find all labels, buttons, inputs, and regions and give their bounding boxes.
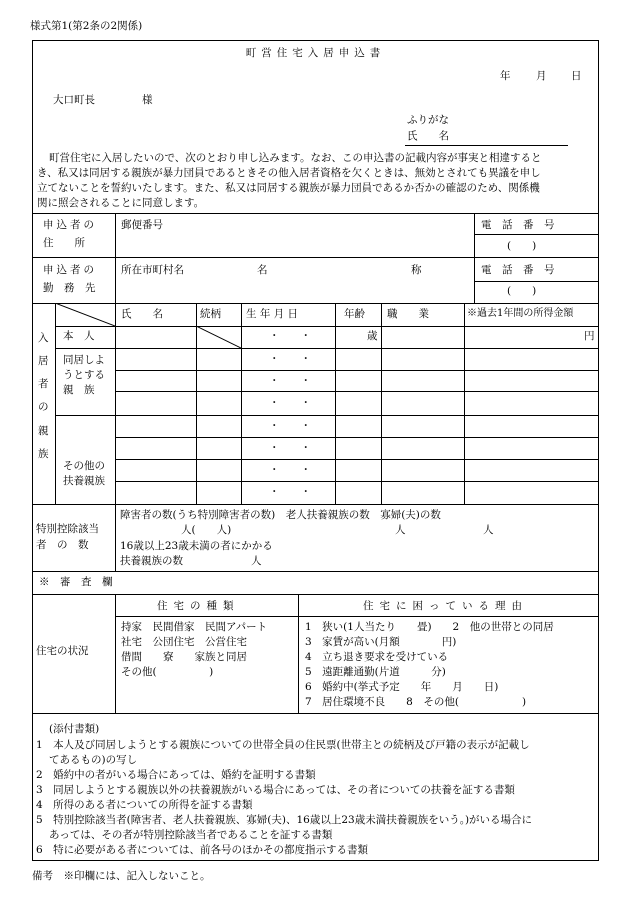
special-line-1: 障害者の数(うち特別障害者の数) 老人扶養親族の数 寡婦(夫)の数	[120, 509, 441, 521]
row-dots-4: ・ ・	[269, 420, 311, 432]
side-char-5: 親	[38, 425, 49, 437]
col-name: 氏 名	[121, 308, 163, 320]
dependent-label-1: その他の	[63, 460, 105, 472]
side-char-2: 居	[38, 355, 49, 367]
attachment-5-cont: あっては、その者が特別控除該当者であることを証する書類	[49, 829, 333, 841]
side-char-4: の	[38, 401, 49, 413]
date-year: 年	[500, 70, 511, 82]
col-occupation: 職 業	[387, 308, 429, 320]
col-age: 年齢	[344, 308, 365, 320]
side-char-1: 入	[38, 332, 49, 344]
side-char-3: 者	[38, 378, 49, 390]
row-self-age-unit: 歳	[367, 330, 378, 342]
postal-code-label: 郵便番号	[121, 219, 163, 231]
attachment-6: 6 特に必要がある者については、前各号のほかその都度指示する書類	[36, 844, 368, 856]
work-name-label-b: 称	[411, 264, 422, 276]
row-self-dots: ・ ・	[269, 330, 311, 342]
special-line-4-unit: 人	[251, 555, 262, 567]
address-label-2: 住 所	[43, 237, 85, 249]
relation-diagonal	[196, 326, 241, 348]
housing-type-3: 借間 寮 家族と同居	[121, 651, 247, 663]
housing-type-2: 社宅 公団住宅 公営住宅	[121, 636, 247, 648]
attachment-5: 5 特別控除該当者(障害者、老人扶養親族、寡婦(夫)、16歳以上23歳未満扶養親族をいう。)がいる場合に	[36, 814, 533, 826]
application-form	[32, 40, 599, 861]
housing-reason-4: 5 遠距離通勤(片道 分)	[305, 666, 446, 678]
special-line-3: 16歳以上23歳未満の者にかかる	[120, 540, 273, 552]
date-day: 日	[571, 70, 582, 82]
housing-type-1: 持家 民間借家 民間アパート	[121, 621, 268, 633]
cohabit-label-3: 親 族	[63, 384, 95, 396]
addressee-town: 大口町長	[53, 94, 95, 106]
intro-line-1: 町営住宅に入居したいので、次のとおり申し込みます。なお、この申込書の記載内容が事実と相違すると	[49, 152, 542, 164]
row-dots-2: ・ ・	[269, 375, 311, 387]
applicant-name-label: 氏 名	[407, 130, 449, 142]
intro-line-3: 立てないことを誓約いたします。また、私又は同居する親族が暴力団員であるか否かの確認のため、関係機	[37, 182, 540, 194]
col-income: ※過去1年間の所得金額	[467, 308, 574, 319]
side-char-6: 族	[38, 448, 49, 460]
housing-reason-2: 3 家賃が高い(月額 円)	[305, 636, 457, 648]
attachment-3: 3 同居しようとする親族以外の扶養親族がいる場合にあっては、その者についての扶養を証する書類	[36, 784, 515, 796]
special-count-widow: 人	[483, 524, 494, 536]
row-dots-6: ・ ・	[269, 464, 311, 476]
form-code: 様式第1(第2条の2関係)	[30, 20, 143, 32]
row-self-yen-unit: 円	[584, 330, 595, 342]
housing-reason-6: 7 居住環境不良 8 その他( )	[305, 696, 527, 708]
addressee-honorific: 様	[142, 94, 153, 106]
attachment-1-cont: てあるもの)の写し	[49, 754, 138, 766]
work-municipality-label: 所在市町村名	[121, 264, 184, 276]
address-phone-paren: ( )	[507, 240, 537, 252]
special-count-disabled: 人( 人)	[181, 524, 232, 536]
housing-type-4: その他( )	[121, 666, 214, 678]
special-line-4: 扶養親族の数	[120, 555, 183, 567]
col-birthdate: 生 年 月 日	[246, 308, 299, 320]
row-dots-3: ・ ・	[269, 397, 311, 409]
special-label-1: 特別控除該当	[36, 523, 99, 535]
address-phone-label: 電 話 番 号	[481, 219, 555, 231]
attachments-title: (添付書類)	[49, 723, 100, 735]
intro-line-4: 関に照会されることに同意します。	[37, 197, 205, 209]
cohabit-label-1: 同居しよ	[63, 354, 105, 366]
col-relation: 続柄	[200, 308, 221, 320]
form-title: 町営住宅入居申込書	[245, 47, 386, 59]
housing-reason-1: 1 狭い(1人当たり 畳) 2 他の世帯との同居	[305, 621, 554, 633]
housing-label: 住宅の状況	[36, 645, 89, 657]
row-dots-1: ・ ・	[269, 353, 311, 365]
dependent-label-2: 扶養親族	[63, 475, 105, 487]
address-label-1: 申込者の	[43, 219, 97, 231]
cohabit-label-2: うとする	[63, 369, 105, 381]
housing-reason-5: 6 婚約中(挙式予定 年 月 日)	[305, 681, 499, 693]
attachment-4: 4 所得のある者についての所得を証する書類	[36, 799, 253, 811]
work-phone-paren: ( )	[507, 285, 537, 297]
furigana-label: ふりがな	[407, 114, 449, 126]
row-self-label: 本 人	[63, 330, 95, 342]
special-label-2: 者 の 数	[36, 539, 89, 551]
housing-reason-header: 住宅に困っている理由	[363, 600, 528, 612]
housing-reason-3: 4 立ち退き要求を受けている	[305, 651, 449, 663]
work-name-label-a: 名	[257, 264, 268, 276]
work-label-2: 勤 務 先	[43, 282, 96, 294]
row-dots-7: ・ ・	[269, 486, 311, 498]
date-month: 月	[536, 70, 547, 82]
intro-line-2: き、私又は同居する親族が暴力団員であるときその他入居者資格を欠くときは、無効とされても異議を申し	[37, 167, 541, 179]
housing-type-header: 住宅の種類	[157, 600, 240, 612]
header-diagonal	[55, 303, 115, 326]
attachment-2: 2 婚約中の者がいる場合にあっては、婚約を証明する書類	[36, 769, 316, 781]
review-field-label: ※ 審 査 欄	[39, 576, 113, 588]
work-phone-label: 電 話 番 号	[481, 264, 555, 276]
footer-note: 備考 ※印欄には、記入しないこと。	[32, 870, 211, 882]
work-label-1: 申込者の	[43, 264, 97, 276]
special-count-elderly: 人	[395, 524, 406, 536]
attachment-1: 1 本人及び同居しようとする親族についての世帯全員の住民票(世帯主との続柄及び戸籍の表示が記載し	[36, 739, 530, 751]
row-dots-5: ・ ・	[269, 442, 311, 454]
